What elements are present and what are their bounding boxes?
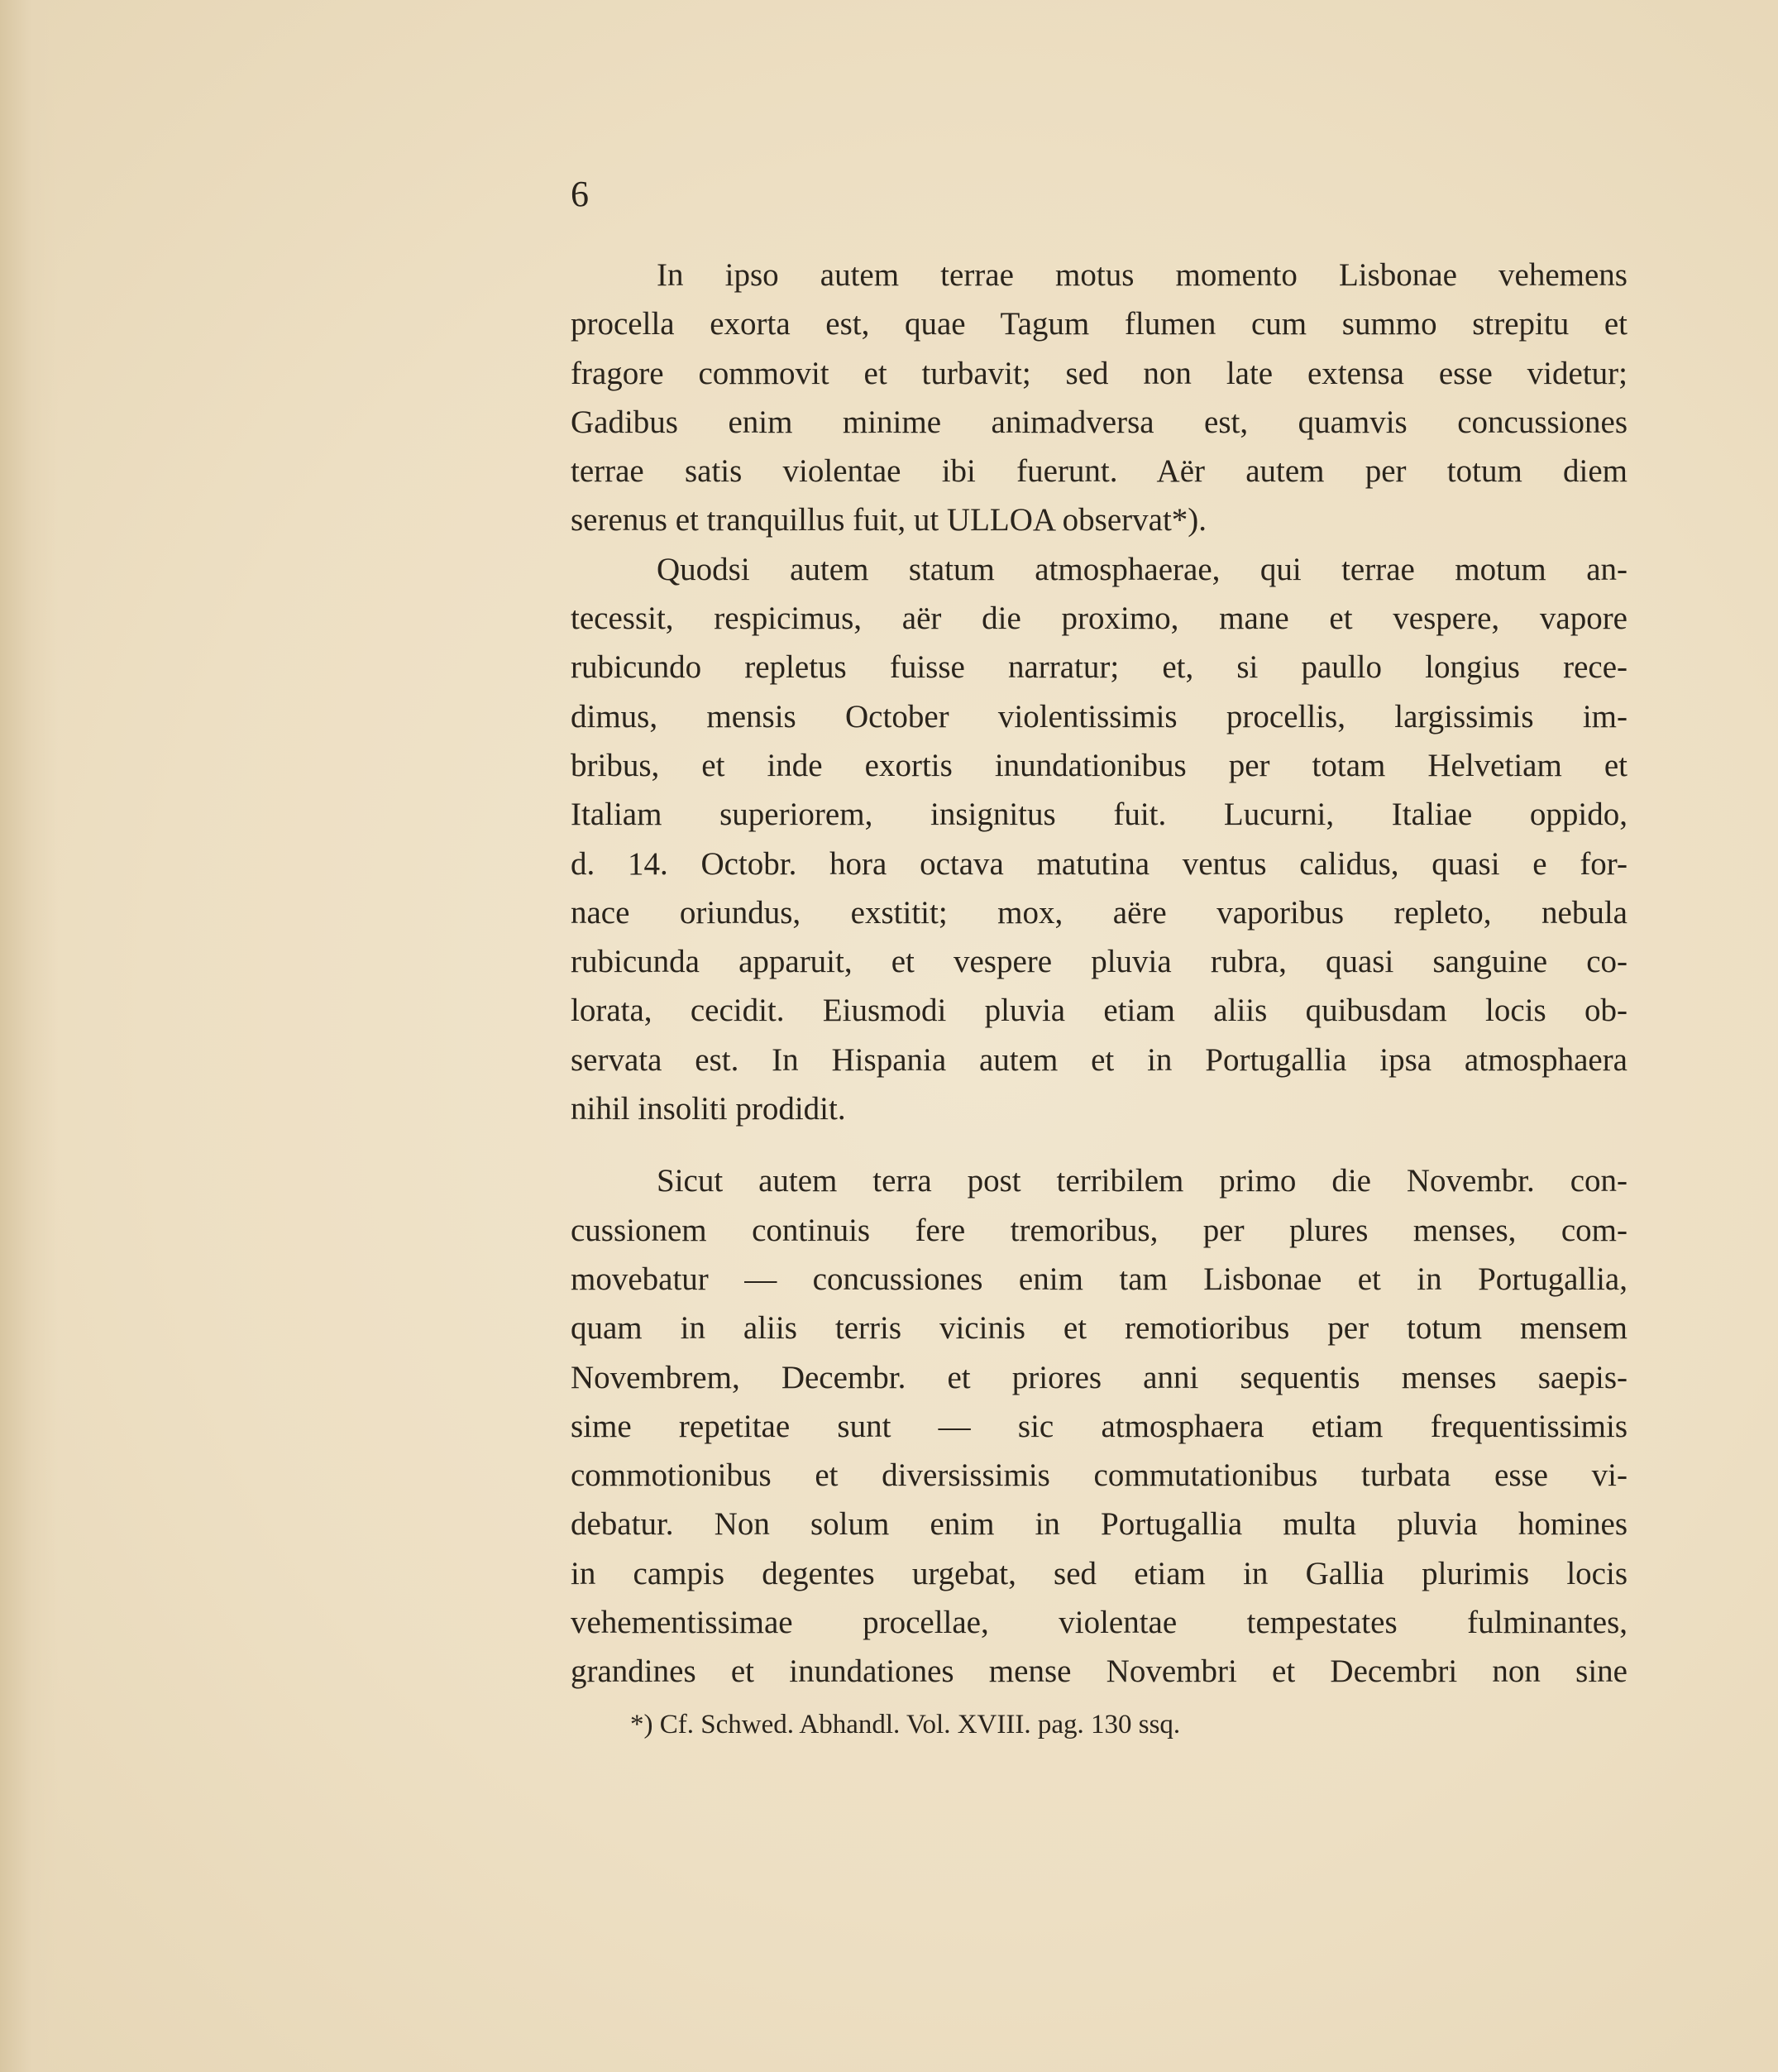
text-line: lorata, cecidit. Eiusmodi pluvia etiam aliis quibusdam locis ob- [571,993,1627,1029]
text-line: sime repetitae sunt — sic atmosphaera etiam frequentissimis [571,1408,1627,1444]
text-line: d. 14. Octobr. hora octava matutina ventus calidus, quasi e for- [571,845,1627,882]
text-line: Italiam superiorem, insignitus fuit. Lucurni, Italiae oppido, [571,797,1627,833]
text-line: debatur. Non solum enim in Portugallia multa pluvia homines [571,1506,1627,1543]
text-line: bribus, et inde exortis inundationibus per totam Helvetiam et [571,747,1627,783]
text-line: movebatur — concussiones enim tam Lisbonae et in Portugallia, [571,1261,1627,1297]
text-line: vehementissimae procellae, violentae tempestates fulminantes, [571,1605,1627,1641]
binding-shadow [0,0,58,2072]
text-line: Novembrem, Decembr. et priores anni sequentis menses saepis- [571,1359,1627,1395]
text-line: cussionem continuis fere tremoribus, per plures menses, com- [571,1212,1627,1248]
text-line: nace oriundus, exstitit; mox, aëre vaporibus repleto, nebula [571,894,1627,931]
text-line: rubicundo repletus fuisse narratur; et, si paullo longius rece- [571,649,1627,686]
text-line: dimus, mensis October violentissimis procellis, largissimis im- [571,698,1627,735]
text-line: rubicunda apparuit, et vespere pluvia rubra, quasi sanguine co- [571,944,1627,980]
text-line: quam in aliis terris vicinis et remotioribus per totum mensem [571,1310,1627,1347]
text-line: grandines et inundationes mense Novembri et Decembri non sine [571,1653,1627,1690]
footnote: *) Cf. Schwed. Abhandl. Vol. XVIII. pag. 130 ssq. [630,1710,1181,1739]
text-line: terrae satis violentae ibi fuerunt. Aër autem per totum diem [571,453,1627,490]
text-line: serenus et tranquillus fuit, ut ULLOA observat*). [571,502,1207,538]
body-text [571,251,1627,1696]
text-line: nihil insoliti prodidit. [571,1091,846,1127]
page-number: 6 [571,174,589,214]
text-line: in campis degentes urgebat, sed etiam in Gallia plurimis locis [571,1555,1627,1591]
text-line: servata est. In Hispania autem et in Portugallia ipsa atmosphaera [571,1041,1627,1078]
text-line: procella exorta est, quae Tagum flumen cum summo strepitu et [571,306,1627,342]
text-line: In ipso autem terrae motus momento Lisbonae vehemens [657,257,1627,293]
text-line: fragore commovit et turbavit; sed non late extensa esse videtur; [571,355,1627,391]
text-line: commotionibus et diversissimis commutationibus turbata esse vi- [571,1457,1627,1494]
text-line: Gadibus enim minime animadversa est, quamvis concussiones [571,404,1627,440]
text-line: tecessit, respicimus, aër die proximo, mane et vespere, vapore [571,601,1627,637]
text-line: Sicut autem terra post terribilem primo die Novembr. con- [657,1163,1627,1199]
text-line: Quodsi autem statum atmosphaerae, qui terrae motum an- [657,551,1627,587]
